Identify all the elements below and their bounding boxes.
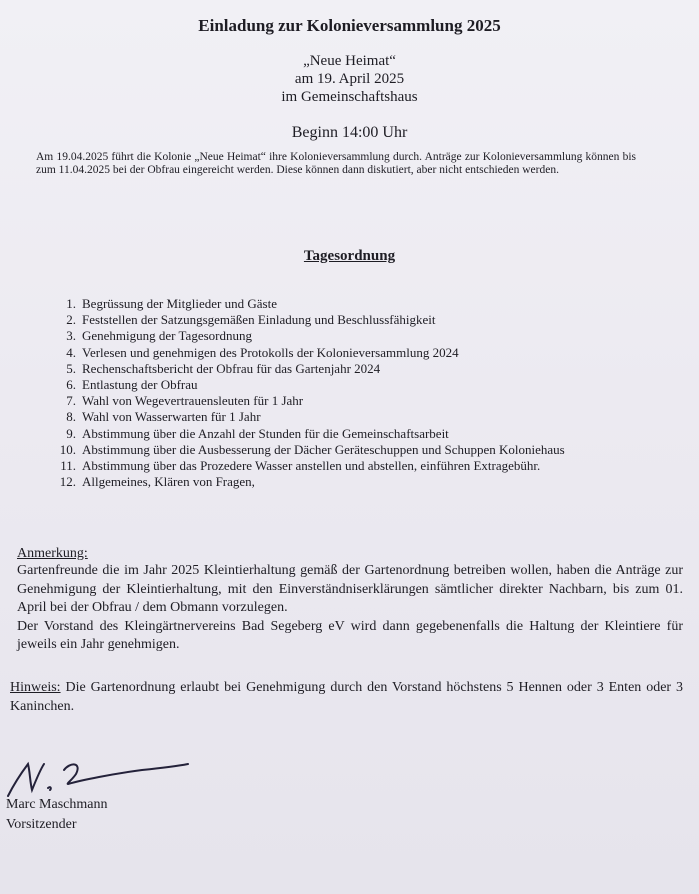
hint-paragraph [10, 679, 683, 716]
agenda-item-number: 1. [66, 296, 76, 311]
agenda-item-number: 10. [59, 441, 76, 457]
signer-name: Marc Maschmann [6, 797, 108, 812]
agenda-item [44, 296, 684, 312]
meeting-date: am 19. April 2025 [294, 71, 405, 87]
agenda-item-number: 7. [66, 393, 76, 409]
note-text-2: Der Vorstand des Kleingärtnervereins Bad Segeberg eV wird dann gegebenenfalls die Haltung der Kleintiere für jeweils ein Jahr genehmigen. [17, 618, 683, 652]
agenda-item [44, 361, 684, 377]
meeting-location: im Gemeinschaftshaus [281, 89, 418, 105]
agenda-list [44, 296, 684, 490]
start-time: Beginn 14:00 Uhr [291, 124, 408, 141]
agenda-item-text: Wahl von Wegevertrauensleuten für 1 Jahr [82, 393, 304, 409]
agenda-item-text: Rechenschaftsbericht der Obfrau für das Gartenjahr 2024 [82, 360, 381, 376]
agenda-item [44, 474, 684, 490]
hint-label: Hinweis: [10, 680, 61, 695]
agenda-item-number: 2. [66, 312, 76, 328]
agenda-item-number: 11. [60, 458, 76, 474]
agenda-item-number: 9. [66, 425, 76, 441]
agenda-item-text: Allgemeines, Klären von Fragen, [82, 474, 255, 490]
colony-name: „Neue Heimat“ [303, 53, 396, 69]
agenda-item-number: 4. [66, 344, 76, 360]
agenda-item-text: Wahl von Wasserwarten für 1 Jahr [82, 409, 261, 425]
agenda-item [44, 409, 684, 425]
agenda-item [44, 426, 684, 442]
note-paragraph [17, 562, 683, 655]
agenda-item [44, 377, 684, 393]
agenda-item-number: 3. [66, 328, 76, 344]
signer-role: Vorsitzender [6, 817, 77, 832]
agenda-item [44, 458, 684, 474]
agenda-item-number: 12. [59, 474, 76, 490]
agenda-item [44, 328, 684, 344]
agenda-item [44, 345, 684, 361]
agenda-item-text: Entlastung der Obfrau [82, 377, 198, 393]
note-text-1: Gartenfreunde die im Jahr 2025 Kleintierhaltung gemäß der Gartenordnung betreiben wollen, haben die Anträge zur Genehmigung der Kleintierhaltung, mit den Einverständniserklärungen sämtlicher direkter Nachbarn, bis zum 01. April bei der Obfrau / dem Obmann vorzulegen. [17, 563, 683, 615]
agenda-item [44, 312, 684, 328]
agenda-item-text: Abstimmung über das Prozedere Wasser anstellen und abstellen, einführen Extragebühr. [82, 458, 541, 474]
agenda-item-number: 5. [66, 360, 76, 376]
hint-text: Die Gartenordnung erlaubt bei Genehmigung durch den Vorstand höchstens 5 Hennen oder 3 Enten oder 3 Kaninchen. [10, 680, 683, 714]
handwritten-signature [2, 752, 192, 800]
agenda-item-text: Abstimmung über die Ausbesserung der Dächer Geräteschuppen und Schuppen Koloniehaus [82, 441, 565, 457]
agenda-item-text: Abstimmung über die Anzahl der Stunden für die Gemeinschaftsarbeit [82, 425, 449, 441]
agenda-item-text: Genehmigung der Tagesordnung [82, 328, 252, 344]
agenda-item-number: 8. [66, 409, 76, 425]
agenda-item-text: Verlesen und genehmigen des Protokolls der Kolonieversammlung 2024 [82, 344, 459, 360]
agenda-item [44, 393, 684, 409]
intro-paragraph: Am 19.04.2025 führt die Kolonie „Neue Heimat“ ihre Kolonieversammlung durch. Anträge zur Kolonieversammlung können bis zum 11.04.2025 bei der Obfrau eingereicht werden. Diese können dann diskutiert, aber nicht entschieden werden. [36, 151, 636, 176]
agenda-item-text: Begrüssung der Mitglieder und Gäste [82, 296, 277, 311]
agenda-item [44, 442, 684, 458]
note-heading: Anmerkung: [17, 546, 88, 561]
document-title: Einladung zur Kolonieversammlung 2025 [198, 16, 501, 35]
agenda-item-number: 6. [66, 377, 76, 393]
agenda-heading: Tagesordnung [303, 248, 396, 264]
agenda-item-text: Feststellen der Satzungsgemäßen Einladung und Beschlussfähigkeit [82, 312, 436, 328]
